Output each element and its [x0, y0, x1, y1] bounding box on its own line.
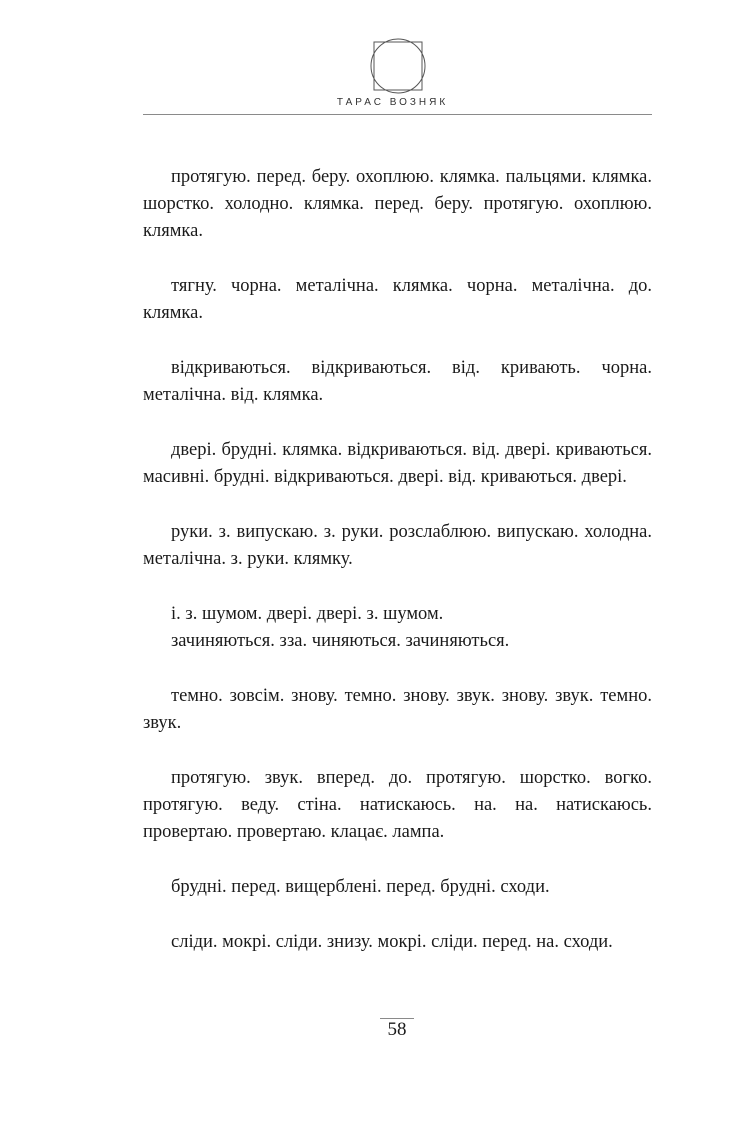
paragraph-2: тягну. чорна. металічна. клямка. чорна. металічна. до. клямка.: [143, 276, 652, 323]
paragraph-3: відкриваються. відкриваються. від. кривають. чорна. металічна. від. клямка.: [143, 358, 652, 405]
paragraph-8: протягую. звук. вперед. до. протягую. шорстко. вогко. протягую. веду. стіна. натискаюсь. на. на. натискаюсь. провертаю. провертаю. клацає. лампа.: [143, 768, 652, 842]
paragraph-1: протягую. перед. беру. охоплюю. клямка. пальцями. клямка. шорстко. холодно. клямка. перед. беру. протягую. охоплюю. клямка.: [143, 167, 652, 241]
paragraph-10: сліди. мокрі. сліди. знизу. мокрі. сліди. перед. на. сходи.: [171, 932, 613, 952]
paragraph-7: темно. зовсім. знову. темно. знову. звук. знову. звук. темно. звук.: [143, 686, 652, 733]
paragraph-6-line-1: і. з. шумом. двері. двері. з. шумом.: [171, 604, 444, 624]
page-body: [143, 164, 652, 984]
paragraph-6-line-2: зачиняються. зза. чиняються. зачиняються.: [171, 631, 510, 651]
header-divider: [143, 114, 652, 115]
circle-square-emblem-icon: [368, 36, 428, 96]
running-header-author: ТАРАС ВОЗНЯК: [336, 97, 449, 108]
page-header: [0, 0, 737, 120]
paragraph-4: двері. брудні. клямка. відкриваються. від. двері. криваються. масивні. брудні. відкриваються. двері. від. криваються. двері.: [143, 440, 652, 487]
page-number: 58: [387, 1019, 407, 1040]
paragraph-9: брудні. перед. вищерблені. перед. брудні. сходи.: [171, 877, 550, 897]
paragraph-5: руки. з. випускаю. з. руки. розслаблюю. випускаю. холодна. металічна. з. руки. клямку.: [143, 522, 652, 569]
paragraph-6: [143, 601, 652, 655]
